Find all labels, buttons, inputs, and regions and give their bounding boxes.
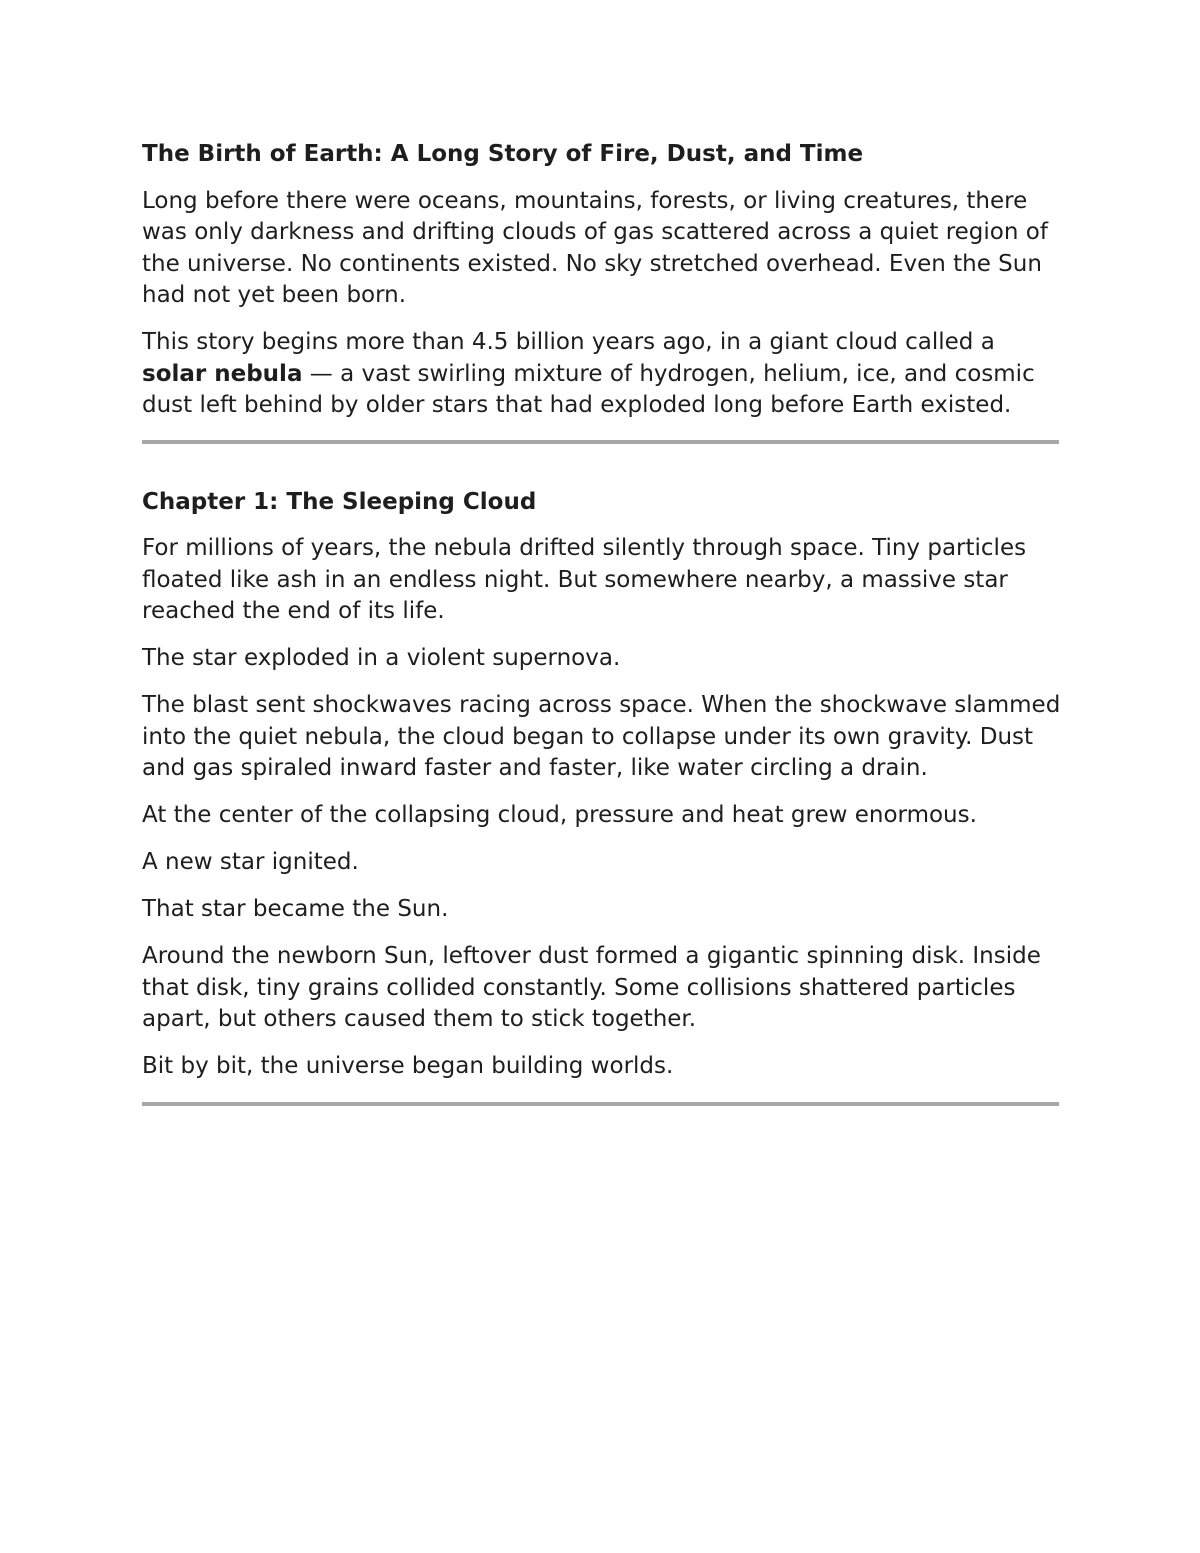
chapter-paragraph: The blast sent shockwaves racing across space. When the shockwave slammed into the quiet nebula, the cloud began to collapse under its own gravity. Dust and gas spiraled inward faster and faster, like water circling a drain. (142, 692, 1061, 781)
intro-paragraph-2-start: This story begins more than 4.5 billion years ago, in a giant cloud called a (142, 329, 995, 355)
chapter-paragraph: At the center of the collapsing cloud, pressure and heat grew enormous. (142, 802, 977, 828)
section-divider (142, 440, 1059, 444)
intro-paragraph-2-end: — a vast swirling mixture of hydrogen, helium, ice, and cosmic dust left behind by older stars that had exploded long before Earth existed. (142, 360, 1035, 418)
document-page (142, 139, 1062, 1106)
intro-paragraph-2 (142, 327, 1062, 422)
section-divider (142, 1102, 1059, 1106)
chapter-paragraph: Around the newborn Sun, leftover dust formed a gigantic spinning disk. Inside that disk, tiny grains collided constantly. Some collisions shattered particles apart, but others caused them to stick together. (142, 943, 1041, 1032)
solar-nebula-term: solar nebula (142, 360, 303, 387)
chapter-paragraph: A new star ignited. (142, 849, 359, 875)
intro-paragraph-1: Long before there were oceans, mountains, forests, or living creatures, there was only darkness and drifting clouds of gas scattered across a quiet region of the universe. No continents existed. No sky stretched overhead. Even the Sun had not yet been born. (142, 187, 1048, 308)
document-title: The Birth of Earth: A Long Story of Fire, Dust, and Time (142, 141, 864, 167)
chapter-paragraph: The star exploded in a violent supernova. (142, 645, 621, 671)
chapter-title: Chapter 1: The Sleeping Cloud (142, 488, 537, 515)
chapter-paragraph: Bit by bit, the universe began building worlds. (142, 1053, 674, 1079)
chapter-paragraph: For millions of years, the nebula drifted silently through space. Tiny particles floated like ash in an endless night. But somewhere nearby, a massive star reached the end of its life. (142, 535, 1027, 624)
chapter-paragraph: That star became the Sun. (142, 896, 449, 922)
